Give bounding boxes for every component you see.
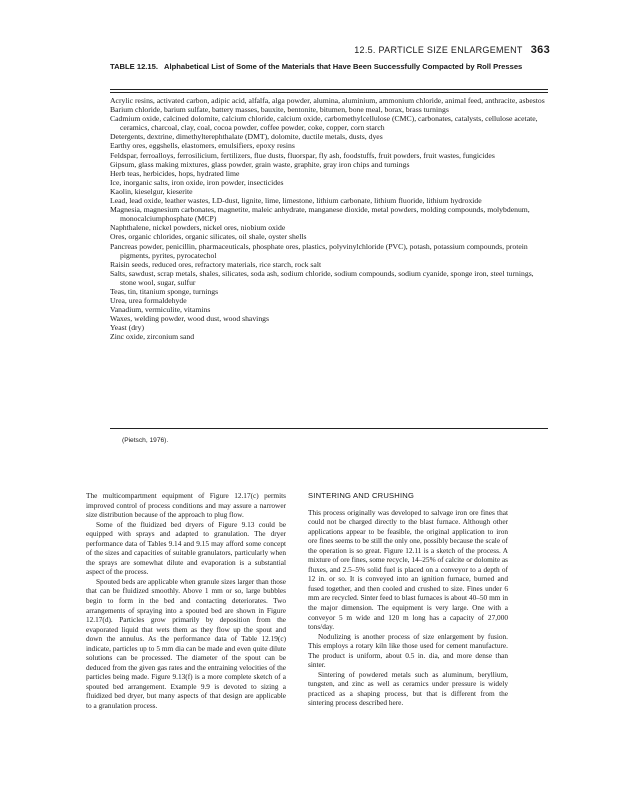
section-heading: SINTERING AND CRUSHING (308, 491, 415, 500)
table-row: Feldspar, ferroalloys, ferrosilicium, fertilizers, flue dusts, fluorspar, fly ash, foodstuffs, fruit powders, fruit wastes, fungicides (110, 150, 495, 160)
right-column (308, 491, 508, 708)
table-title: Alphabetical List of Some of the Materials that Have Been Successfully Compacted by Roll Presses (164, 62, 523, 71)
table-row: Acrylic resins, activated carbon, adipic acid, alfalfa, alga powder, alumina, aluminium, ammonium chloride, animal feed, anthracite, asbestos (110, 96, 545, 105)
paragraph: Sintering of powdered metals such as aluminum, beryllium, tungsten, and zinc as well as ceramics under pressure is widely practiced as a shaping process, but that is different from the sintering process described here. (308, 669, 508, 708)
table-row: Salts, sawdust, scrap metals, shales, silicates, soda ash, sodium chloride, sodium compounds, sodium cyanide, sponge iron, steel turnings, stone wool, sugar, sulfur (110, 268, 534, 287)
left-column (86, 491, 286, 711)
table-top-rule-second (110, 92, 548, 93)
table-row: Cadmium oxide, calcined dolomite, calcium chloride, calcium oxide, carbomethylcellulose (CMC), carbonates, catalysts, cellulose acetate, ceramics, charcoal, clay, coal, cocoa powder, coffee powder, coke, copper, corn starch (110, 114, 538, 133)
table-top-rule (110, 89, 548, 90)
table-caption (110, 62, 530, 71)
table-row: Gipsum, glass making mixtures, glass powder, grain waste, graphite, gray iron chips and turnings (110, 159, 410, 169)
paragraph: Spouted beds are applicable when granule sizes larger than those that can be fluidized smoothly. Above 1 mm or so, large bubbles begin to form in the bed and contacting deteriorates. Two arrangements of spraying into a spouted bed are shown in Figure 12.17(d). Particles grow primarily by deposition from the evaporated liquid that wets them as they flow up the spout and down the annulus. As the performance data of Table 12.19(c) indicate, particles up to 5 mm dia can be made and even quite dilute solutions can be processed. The diameter of the spout can be deduced from the given gas rates and the entraining velocities of the particles being made. Figure 9.13(f) is a more complete sketch of a spouted bed arrangement. Example 9.9 is devoted to sizing a fluidized bed dryer, but many aspects of that design are applicable to a granulation process. (86, 576, 286, 711)
table-row: Vanadium, vermiculite, vitamins (110, 305, 211, 315)
table-row: Yeast (dry) (110, 323, 145, 333)
running-header (110, 44, 550, 56)
paragraph: The multicompartment equipment of Figure 12.17(c) permits improved control of process conditions and may assure a narrower size distribution because of the approach to plug flow. (86, 491, 286, 520)
table-row: Raisin seeds, reduced ores, refractory materials, rice starch, rock salt (110, 259, 322, 269)
table-row: Kaolin, kieselgur, kieserite (110, 186, 193, 196)
paragraph: Some of the fluidized bed dryers of Figure 9.13 could be equipped with sprays and adapted to granulation. The dryer performance data of Tables 9.14 and 9.15 may afford some concept of the sizes and capacities of suitable granulators, particularly when the sprays are somewhat dilute and evaporation is a substantial aspect of the process. (86, 519, 286, 577)
table-row: Earthy ores, eggshells, elastomers, emulsifiers, epoxy resins (110, 141, 295, 151)
materials-table (110, 96, 548, 342)
table-row: Lead, lead oxide, leather wastes, LD-dust, lignite, lime, limestone, lithium carbonate, lithium fluoride, lithium hydroxide (110, 196, 482, 206)
table-source-note: (Pietsch, 1976). (122, 437, 169, 444)
table-row: Naphthalene, nickel powders, nickel ores, niobium oxide (110, 223, 286, 233)
table-row: Zinc oxide, zirconium sand (110, 332, 195, 342)
table-row: Detergents, dextrine, dimethylterephthalate (DMT), dolomite, ductile metals, dusts, dyes (110, 132, 383, 142)
table-row: Waxes, welding powder, wood dust, wood shavings (110, 314, 269, 324)
table-row: Pancreas powder, penicillin, pharmaceuticals, phosphate ores, plastics, polyvinylchloride (PVC), potash, potassium compounds, protein pigments, pyrites, pyrocatechol (110, 241, 528, 260)
page-number: 363 (530, 44, 550, 56)
table-row: Barium chloride, barium sulfate, battery masses, bauxite, bentonite, bitumen, bone meal, borax, brass turnings (110, 105, 449, 115)
table-row: Ice, inorganic salts, iron oxide, iron powder, insecticides (110, 177, 284, 187)
table-row: Herb teas, herbicides, hops, hydrated lime (110, 168, 240, 178)
table-label: TABLE 12.15. (110, 62, 158, 71)
table-row: Teas, tin, titanium sponge, turnings (110, 286, 219, 296)
paragraph: This process originally was developed to salvage iron ore fines that could not be charged directly to the blast furnace. Although other applications appear to be feasible, the original application to iron ore fines seems to be still the only one, possibly because the scale of the operation is so great. Figure 12.11 is a sketch of the process. A mixture of ore fines, some recycle, 14–25% of calcite or dolomite as fluxes, and 2.5–5% solid fuel is placed on a conveyor to a depth of 12 in. or so. It is conveyed into an ignition furnace, burned and fused together, and then cooled and crushed to size. Fines under 6 mm are recycled. Sinter feed to blast furnaces is about 40–50 mm in the major dimension. The equipment is very large. One with a conveyor 5 m wide and 120 m long has a capacity of 27,000 tons/day. (308, 507, 508, 632)
running-header-title: 12.5. PARTICLE SIZE ENLARGEMENT (354, 45, 523, 55)
paragraph: Nodulizing is another process of size enlargement by fusion. This employs a rotary kiln like those used for cement manufacture. The product is uniform, about 0.5 in. dia, and more dense than sinter. (308, 631, 508, 670)
table-row: Ores, organic chlorides, organic silicates, oil shale, oyster shells (110, 232, 307, 242)
table-row: Urea, urea formaldehyde (110, 296, 187, 306)
table-row: Magnesia, magnesium carbonates, magnetite, maleic anhydrate, manganese dioxide, metal powders, molding compounds, molybdenum, monocalciumphosphate (MCP) (110, 205, 530, 224)
table-bottom-rule (110, 428, 548, 429)
